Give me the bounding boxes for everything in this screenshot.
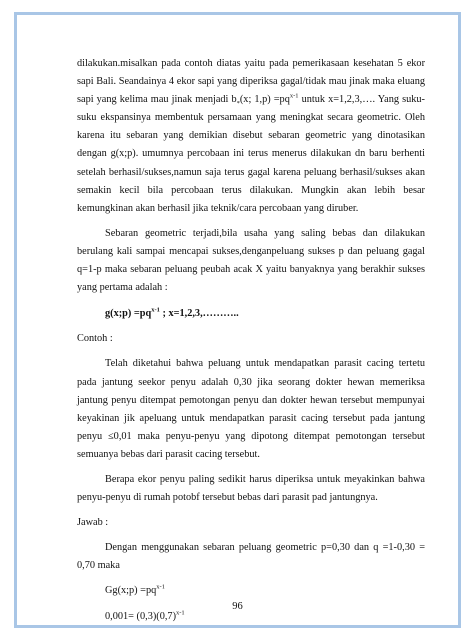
paragraph-example: Telah diketahui bahwa peluang untuk mendapatkan parasit cacing tertetu pada jantung seekor penyu adalah 0,30 jika seorang dokter hewan memeriksa jantung penyu ditempat pemotongan penyu dan dokter hewan tersebut mempunyai keyakinan jik apeluang untuk mendapatkan parasit cacing tersebut pada jantung penyu ≤0,01 maka penyu-penyu yang dipotong ditempat pemotongan tersebut semuanya bebas dari parasit cacing tersebut.	[77, 358, 425, 460]
page-body	[77, 55, 425, 626]
formula-geometric	[77, 305, 425, 323]
formula-text: ; x=1,2,3,………..	[159, 308, 239, 320]
equation-text: 0,001= (0,3)(0,7)	[105, 610, 177, 622]
equation-1	[77, 582, 425, 600]
superscript: x-1	[156, 584, 165, 592]
page-frame	[14, 12, 461, 628]
page-number: 96	[232, 601, 243, 612]
equation-text: Gg(x;p) =pq	[105, 585, 157, 597]
subscript: *	[236, 100, 240, 108]
paragraph-answer: Dengan menggunakan sebaran peluang geometric p=0,30 dan q =1-0,30 = 0,70 maka	[77, 542, 425, 572]
paragraph-intro	[77, 55, 425, 218]
heading-jawab: Jawab :	[77, 517, 109, 529]
superscript: x-1	[151, 306, 160, 314]
heading-contoh: Contoh :	[77, 333, 113, 345]
paragraph-text: dilakukan.misalkan pada contoh diatas yaitu pada pemerikasaan kesehatan 5 ekor sapi Bali. Seandainya 4 ekor sapi yang diperiksa gagal/tidak mau jinak maka eluang sapi yang kelima mau jinak menjadi b	[77, 58, 425, 106]
superscript: x-1	[176, 609, 185, 617]
paragraph-text: untuk x=1,2,3,…. Yang suku-suku ekspansinya membentuk persamaan yang meningkat secara geometric. Oleh karena itu sebaran yang demikian disebut sebaran geometric yang dinotasikan dengan g(x;p). umumnya percobaan ini terus menerus dilakukan dn baru berhenti setelah berhasil/sukses,namun saja terus gagal karena peluang berhasil/sukses akan semakin kecil bila percobaan terus dilakukan. Mungkin akan lebih besar kemungkinan akan berhasil jika teknik/cara percobaan yang diruber.	[77, 94, 425, 214]
paragraph-question: Berapa ekor penyu paling sedikit harus diperiksa untuk meyakinkan bahwa penyu-penyu di rumah potobf tersebut bebas dari parasit pad jantungnya.	[77, 473, 425, 504]
paragraph-text: (x; 1,p) =pq	[239, 94, 290, 106]
paragraph-definition: Sebaran geometric terjadi,bila usaha yang saling bebas dan dilakukan berulang kali sampai mencapai sukses,denganpeluang sukses p dan peluang gagal q=1-p maka sebaran peluang peubah acak X yaitu banyaknya yang berakhir sukses yang pertama adalah :	[77, 227, 425, 294]
superscript: x-1	[289, 92, 299, 100]
formula-text: g(x;p) =pq	[105, 308, 152, 320]
